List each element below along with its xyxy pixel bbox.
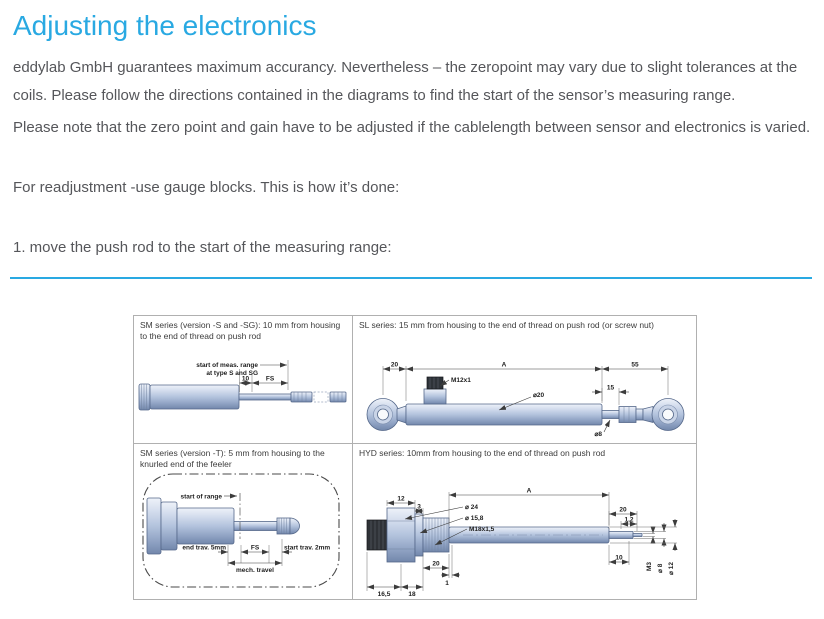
label-fs: FS — [250, 544, 260, 552]
label-start-trav: start trav. 2mm — [284, 544, 331, 552]
page-title: Adjusting the electronics — [13, 10, 317, 41]
label-dim-20-bot: 20 — [432, 560, 440, 568]
label-dim-20-top: 20 — [619, 506, 627, 514]
label-dim-3: 3 — [417, 503, 421, 511]
label-dia-12: ⌀ 12 — [668, 562, 675, 575]
label-dim-12: 12 — [397, 495, 405, 503]
intro-paragraph: eddylab GmbH guarantees maximum accurancy. Nevertheless – the zeropoint may vary due to slight tolerances at the coils. Please follow the directions contained in the diagrams to find the start of the sensor’s measuring range. — [13, 59, 798, 104]
diagram-caption-hyd: HYD series: 10mm from housing to the end of thread on push rod — [359, 448, 606, 458]
label-dim-18: 18 — [408, 591, 416, 598]
readjustment-paragraph: For readjustment -use gauge blocks. This is how it’s done: — [13, 179, 400, 196]
diagram-caption-sl: SL series: 15 mm from housing to the end of thread on push rod (or screw nut) — [359, 320, 654, 330]
label-dia-8: ⌀8 — [594, 431, 602, 438]
label-dim-55: 55 — [631, 361, 639, 369]
sl-diagram — [353, 333, 696, 443]
label-end-trav: end trav. 5mm — [182, 544, 226, 552]
label-dim-16-5: 16,5 — [377, 591, 391, 598]
label-thread-m18: M18x1,5 — [469, 526, 495, 533]
label-dia-24: ⌀ 24 — [465, 504, 478, 511]
diagram-caption-sm-t: SM series (version -T): 5 mm from housing to the knurled end of the feeler — [140, 448, 325, 469]
hyd-sensor-body — [367, 508, 642, 562]
label-dia-8: ⌀ 8 — [657, 563, 664, 573]
diagram-cell-sm-t — [134, 444, 353, 599]
label-dia-20: ⌀20 — [533, 392, 545, 399]
label-thread-m12x1: M12x1 — [451, 377, 471, 384]
label-dim-1: 1 — [445, 580, 449, 587]
section-divider — [10, 277, 812, 279]
diagram-cell-sm-s-sg — [134, 316, 353, 444]
label-dim-15: 15 — [606, 384, 615, 392]
label-m3: M3 — [646, 561, 653, 571]
label-start-of-range: start of range — [180, 493, 222, 501]
sl-sensor-body — [367, 377, 684, 431]
label-dia-15-8: ⌀ 15,8 — [465, 515, 484, 522]
sm-s-sg-diagram — [134, 343, 351, 443]
diagram-cell-hyd — [353, 444, 696, 599]
label-type-s-sg: at type S and SG — [206, 370, 258, 377]
label-mech-travel: mech. travel — [236, 567, 274, 574]
label-start-meas-range: start of meas. range — [196, 362, 258, 369]
diagram-panel — [133, 315, 697, 600]
label-dim-fs: FS — [265, 375, 275, 383]
label-dim-a: A — [501, 361, 507, 369]
label-dim-1-2: 1,2 — [624, 516, 634, 524]
label-dim-10: 10 — [615, 554, 623, 562]
step-1-paragraph: 1. move the push rod to the start of the measuring range: — [13, 239, 392, 256]
label-dim-20: 20 — [390, 361, 399, 369]
label-dim-a: A — [526, 487, 532, 495]
hyd-diagram — [353, 461, 696, 599]
sm-sensor-body — [139, 384, 346, 410]
diagram-cell-sl — [353, 316, 696, 444]
diagram-caption-sm-s-sg: SM series (version -S and -SG): 10 mm from housing to the end of thread on push rod — [140, 320, 341, 341]
sm-t-diagram — [134, 471, 351, 599]
label-dim-10: 10 — [241, 375, 250, 383]
note-paragraph: Please note that the zero point and gain have to be adjusted if the cablelength between sensor and electronics is varied. — [13, 119, 811, 136]
